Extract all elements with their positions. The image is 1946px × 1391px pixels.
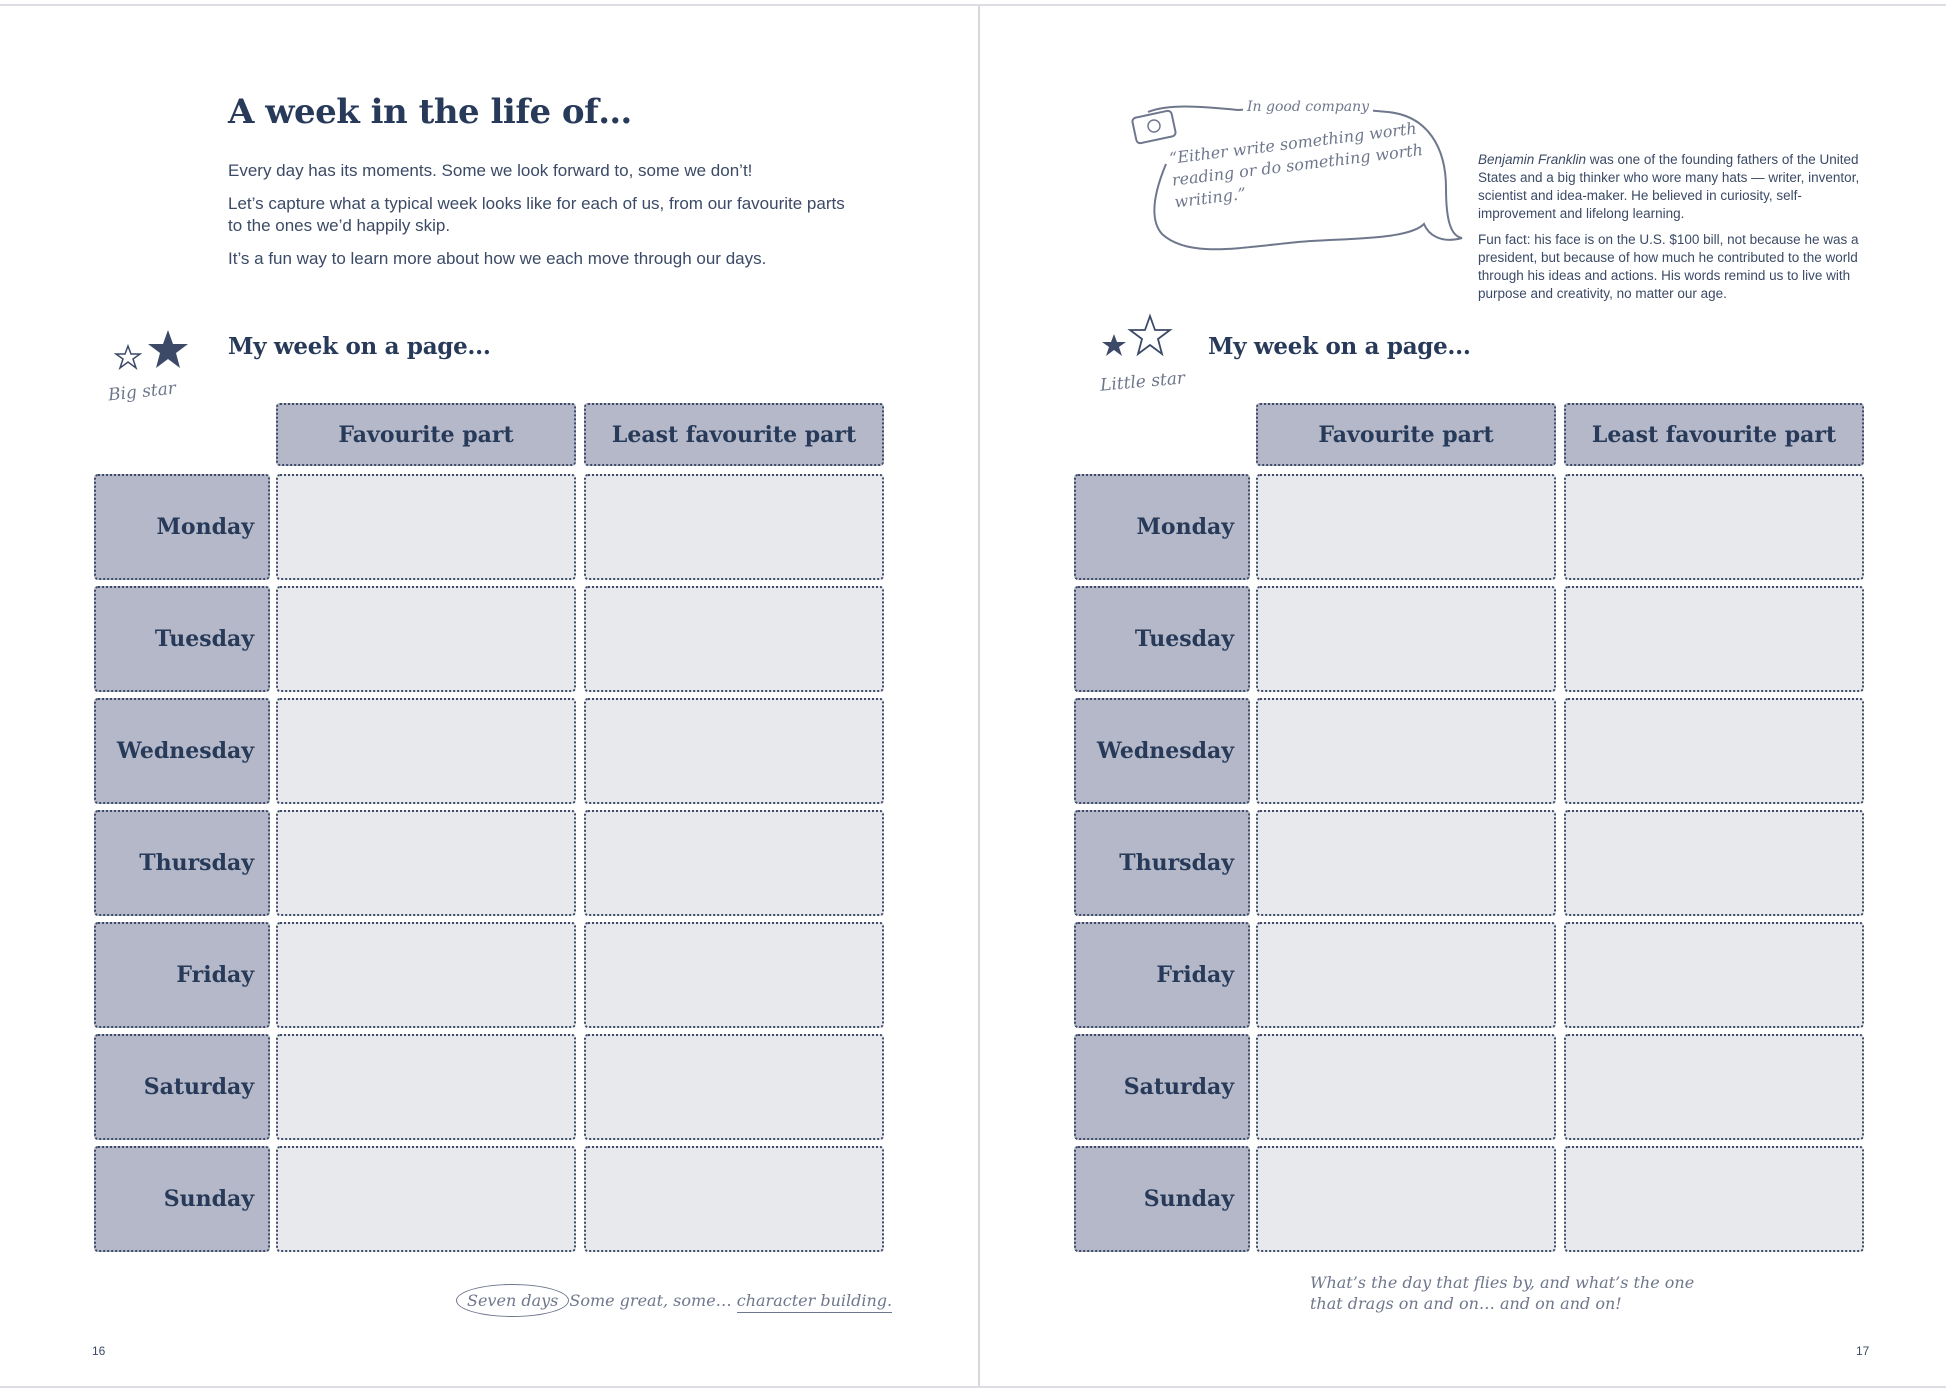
page-number: 17 bbox=[1856, 1344, 1870, 1358]
day-label-friday: Friday bbox=[94, 922, 270, 1028]
favourite-cell-friday[interactable] bbox=[1256, 922, 1556, 1028]
section-title: My week on a page... bbox=[1208, 333, 1471, 360]
favourite-cell-thursday[interactable] bbox=[1256, 810, 1556, 916]
favourite-cell-sunday[interactable] bbox=[276, 1146, 576, 1252]
day-label-monday: Monday bbox=[1074, 474, 1250, 580]
day-label-sunday: Sunday bbox=[94, 1146, 270, 1252]
page-title: A week in the life of… bbox=[228, 92, 632, 132]
favourite-cell-tuesday[interactable] bbox=[1256, 586, 1556, 692]
little-star-icon bbox=[1098, 312, 1182, 368]
day-label-tuesday: Tuesday bbox=[94, 586, 270, 692]
day-label-wednesday: Wednesday bbox=[94, 698, 270, 804]
bio-paragraph bbox=[1478, 151, 1870, 223]
star-caption: Big star bbox=[107, 378, 177, 406]
intro-paragraph: Every day has its moments. Some we look forward to, some we don’t! bbox=[228, 161, 753, 180]
intro-paragraph: Let’s capture what a typical week looks like for each of us, from our favourite parts to the ones we’d happily skip. bbox=[228, 194, 845, 235]
intro-text bbox=[228, 160, 848, 281]
bio-name: Benjamin Franklin bbox=[1478, 152, 1587, 167]
favourite-cell-saturday[interactable] bbox=[1256, 1034, 1556, 1140]
section-title: My week on a page... bbox=[228, 333, 491, 360]
favourite-cell-friday[interactable] bbox=[276, 922, 576, 1028]
quote-label: In good company bbox=[1243, 99, 1373, 115]
day-label-sunday: Sunday bbox=[1074, 1146, 1250, 1252]
footer-middle-text: Some great, some… bbox=[569, 1291, 737, 1310]
least-favourite-cell-saturday[interactable] bbox=[584, 1034, 884, 1140]
star-caption: Little star bbox=[1099, 368, 1186, 396]
day-label-tuesday: Tuesday bbox=[1074, 586, 1250, 692]
bio-text: was one of the founding fathers of the United States and a big thinker who wore many hats — writer, inventor, scientist and idea-maker. He believed in curiosity, self-improvement and lifelong learning. bbox=[1478, 152, 1860, 221]
least-favourite-cell-tuesday[interactable] bbox=[1564, 586, 1864, 692]
least-favourite-cell-sunday[interactable] bbox=[1564, 1146, 1864, 1252]
quote-text: “Either write something worth reading or do something worth writing.” bbox=[1168, 118, 1424, 212]
least-favourite-cell-sunday[interactable] bbox=[584, 1146, 884, 1252]
column-header-least-favourite: Least favourite part bbox=[584, 403, 884, 466]
favourite-cell-wednesday[interactable] bbox=[276, 698, 576, 804]
day-label-saturday: Saturday bbox=[1074, 1034, 1250, 1140]
favourite-cell-thursday[interactable] bbox=[276, 810, 576, 916]
footer-underlined-text: character building. bbox=[737, 1291, 892, 1313]
least-favourite-cell-thursday[interactable] bbox=[1564, 810, 1864, 916]
least-favourite-cell-friday[interactable] bbox=[1564, 922, 1864, 1028]
favourite-cell-monday[interactable] bbox=[1256, 474, 1556, 580]
day-label-saturday: Saturday bbox=[94, 1034, 270, 1140]
day-label-monday: Monday bbox=[94, 474, 270, 580]
least-favourite-cell-wednesday[interactable] bbox=[1564, 698, 1864, 804]
favourite-cell-saturday[interactable] bbox=[276, 1034, 576, 1140]
favourite-cell-tuesday[interactable] bbox=[276, 586, 576, 692]
day-label-friday: Friday bbox=[1074, 922, 1250, 1028]
big-star-icon bbox=[110, 326, 194, 376]
footer-line: What’s the day that flies by, and what’s the one bbox=[1310, 1273, 1695, 1292]
fun-fact: Fun fact: his face is on the U.S. $100 bill, not because he was a president, but because of how much he contributed to the world through his ideas and actions. His words remind us to live with purpose and creativity, no matter our age. bbox=[1478, 232, 1859, 301]
footer-circled-text: Seven days bbox=[456, 1284, 569, 1317]
footer-line: that drags on and on… and on and on! bbox=[1310, 1294, 1622, 1313]
least-favourite-cell-tuesday[interactable] bbox=[584, 586, 884, 692]
intro-paragraph: It’s a fun way to learn more about how we each move through our days. bbox=[228, 249, 767, 268]
favourite-cell-wednesday[interactable] bbox=[1256, 698, 1556, 804]
column-header-least-favourite: Least favourite part bbox=[1564, 403, 1864, 466]
least-favourite-cell-saturday[interactable] bbox=[1564, 1034, 1864, 1140]
column-header-favourite: Favourite part bbox=[276, 403, 576, 466]
favourite-cell-monday[interactable] bbox=[276, 474, 576, 580]
day-label-wednesday: Wednesday bbox=[1074, 698, 1250, 804]
footer-note bbox=[456, 1284, 892, 1317]
least-favourite-cell-monday[interactable] bbox=[584, 474, 884, 580]
favourite-cell-sunday[interactable] bbox=[1256, 1146, 1556, 1252]
day-label-thursday: Thursday bbox=[1074, 810, 1250, 916]
page-number: 16 bbox=[92, 1344, 106, 1358]
column-header-favourite: Favourite part bbox=[1256, 403, 1556, 466]
footer-note bbox=[1310, 1272, 1694, 1314]
least-favourite-cell-friday[interactable] bbox=[584, 922, 884, 1028]
least-favourite-cell-monday[interactable] bbox=[1564, 474, 1864, 580]
least-favourite-cell-wednesday[interactable] bbox=[584, 698, 884, 804]
biography bbox=[1478, 151, 1870, 311]
day-label-thursday: Thursday bbox=[94, 810, 270, 916]
least-favourite-cell-thursday[interactable] bbox=[584, 810, 884, 916]
